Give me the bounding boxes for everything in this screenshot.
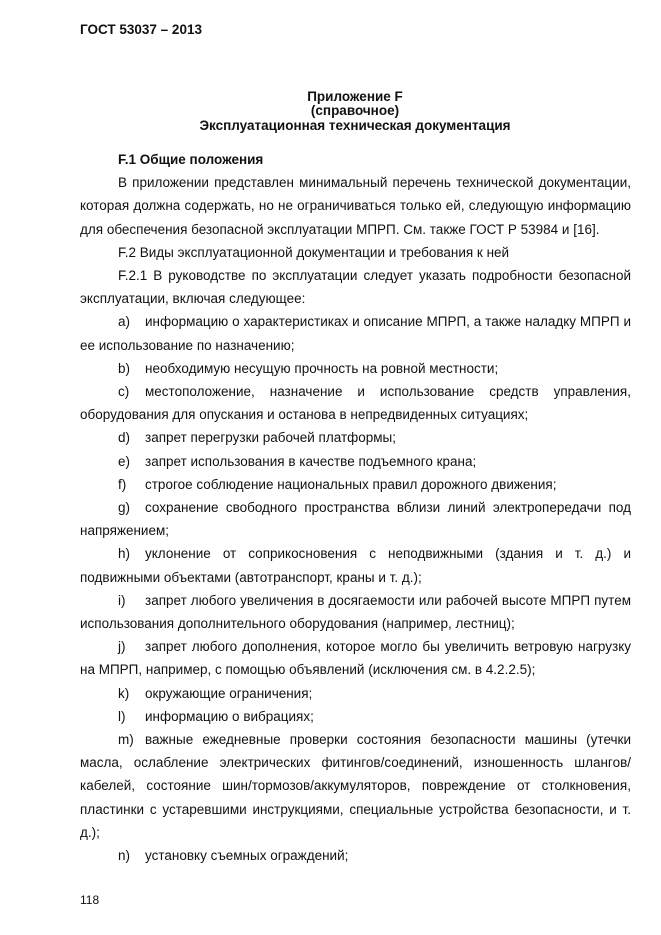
list-item-text: сохранение свободного пространства вблизи линий электропередачи под напряжением;: [80, 500, 631, 539]
list-item-label: g): [118, 500, 131, 516]
list-item-label: e): [118, 453, 131, 469]
appendix-title: Приложение F: [307, 89, 403, 104]
requirements-list: [80, 310, 631, 867]
paragraph-f1: В приложении представлен минимальный перечень технической документации, которая должна содержать, но не ограничиваться только ей, следующую информацию для обеспечения безопасной эксплуатации МПРП. См. также ГОСТ Р 53984 и [16].: [80, 175, 631, 237]
list-item-text: необходимую несущую прочность на ровной местности;: [145, 360, 499, 376]
list-item: [80, 357, 631, 380]
list-item-text: информацию о вибрациях;: [145, 708, 314, 724]
paragraph-f21: F.2.1 В руководстве по эксплуатации следует указать подробности безопасной эксплуатации, включая следующее:: [80, 268, 631, 307]
list-item: [80, 844, 631, 867]
list-item-text: запрет перегрузки рабочей платформы;: [145, 430, 396, 446]
appendix-heading: Эксплуатационная техническая документация: [199, 118, 511, 133]
list-item-label: k): [118, 685, 130, 701]
list-item-label: h): [118, 546, 131, 562]
list-item: [80, 542, 631, 588]
list-item-label: c): [118, 384, 130, 400]
list-item-text: запрет любого увеличения в досягаемости или рабочей высоте МПРП путем использования дополнительного оборудования (например, лестниц);: [80, 592, 631, 632]
list-item-text: запрет любого дополнения, которое могло бы увеличить ветровую нагрузку на МПРП, например, с помощью объявлений (исключения см. в 4.2.2.5);: [80, 639, 631, 678]
list-item: [80, 426, 631, 449]
section-heading-f2: F.2 Виды эксплуатационной документации и требования к ней: [118, 244, 510, 260]
list-item-text: уклонение от соприкосновения с неподвижными (здания и т. д.) и подвижными объектами (автотранспорт, краны и т. д.);: [80, 546, 631, 585]
list-item-text: местоположение, назначение и использование средств управления, оборудования для опускания и останова в непредвиденных ситуациях;: [80, 384, 631, 423]
list-item: [80, 589, 631, 635]
list-item-label: f): [118, 476, 127, 492]
list-item: [80, 380, 631, 426]
list-item-label: l): [118, 708, 126, 724]
document-header: ГОСТ 53037 – 2013: [80, 22, 202, 37]
list-item-label: m): [118, 732, 134, 748]
list-item-text: окружающие ограничения;: [145, 685, 313, 701]
list-item-label: j): [118, 639, 126, 655]
list-item-label: d): [118, 430, 131, 446]
list-item-text: установку съемных ограждений;: [145, 848, 349, 864]
list-item-text: строгое соблюдение национальных правил дорожного движения;: [145, 476, 557, 492]
appendix-note: (справочное): [310, 103, 400, 118]
list-item: [80, 310, 631, 356]
list-item: [80, 450, 631, 473]
list-item-label: a): [118, 314, 131, 330]
document-body: [80, 148, 631, 867]
list-item: [80, 635, 631, 681]
section-heading-f1: F.1 Общие положения: [118, 152, 264, 167]
page-number: 118: [80, 893, 100, 907]
list-item: [80, 496, 631, 542]
list-item: [80, 705, 631, 728]
list-item-text: важные ежедневные проверки состояния безопасности машины (утечки масла, ослабление электрических фитингов/соединений, изношенность шлангов/кабелей, состояние шин/тормозов/аккумуляторов, повреждение от столкновения, пластинки с устаревшими инструкциями, специальные устройства безопасности, и т. д.);: [80, 732, 631, 840]
list-item: [80, 728, 631, 844]
list-item-label: n): [118, 848, 131, 864]
list-item-text: запрет использования в качестве подъемного крана;: [145, 453, 477, 469]
list-item-label: i): [118, 592, 126, 608]
list-item-text: информацию о характеристиках и описание МПРП, а также наладку МПРП и ее использование по назначению;: [80, 314, 631, 353]
list-item: [80, 682, 631, 705]
list-item: [80, 473, 631, 496]
list-item-label: b): [118, 360, 131, 376]
